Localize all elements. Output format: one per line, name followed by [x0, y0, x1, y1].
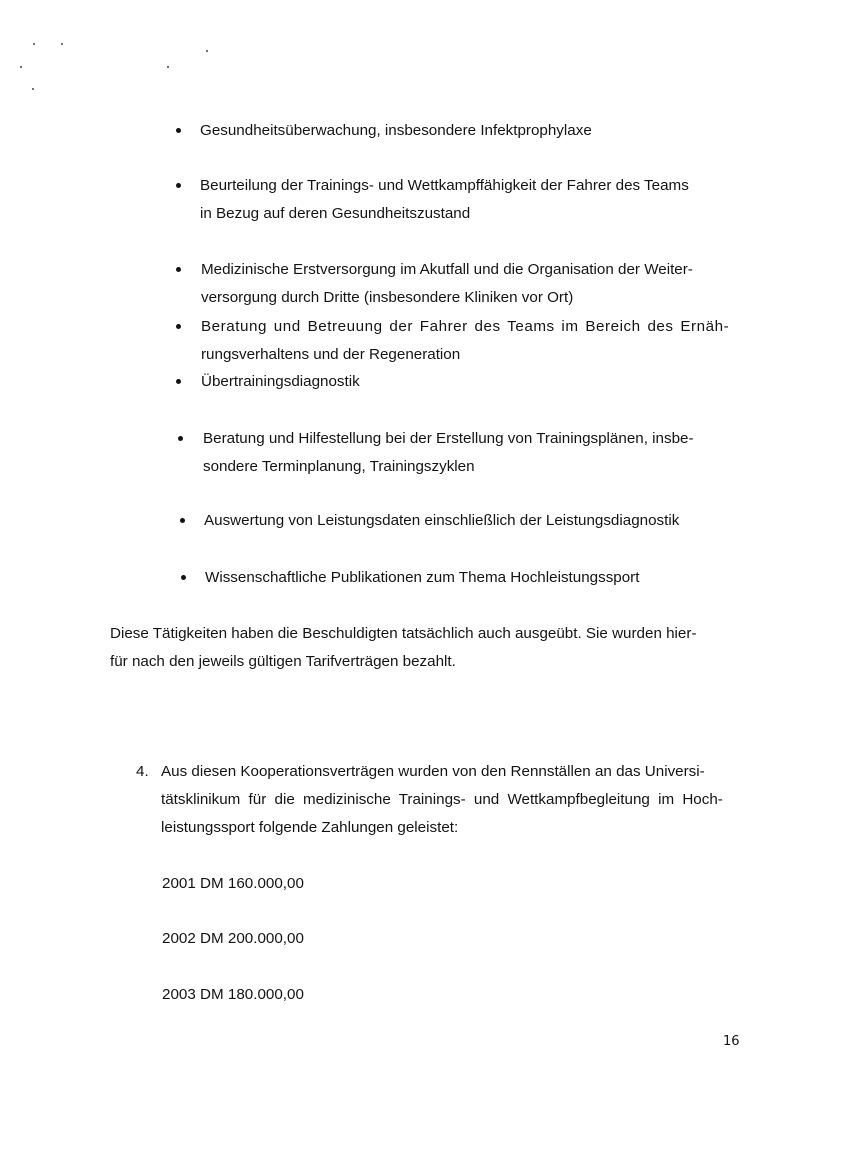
scan-speck	[206, 50, 208, 52]
bullet-icon	[176, 324, 181, 329]
page-number: 16	[723, 1034, 740, 1049]
payment-year: 2002	[162, 930, 196, 947]
payment-row	[162, 986, 304, 1003]
bullet-icon	[181, 575, 186, 580]
paragraph-line: Diese Tätigkeiten haben die Beschuldigten tatsächlich auch ausgeübt. Sie wurden hier-	[110, 625, 697, 642]
payment-year: 2003	[162, 986, 196, 1003]
list-item-text: Beratung und Betreuung der Fahrer des Teams im Bereich des Ernäh-	[201, 318, 730, 335]
bullet-icon	[176, 379, 181, 384]
paragraph-line: leistungssport folgende Zahlungen geleistet:	[161, 819, 459, 836]
scan-speck	[32, 88, 34, 90]
list-item-text: Beurteilung der Trainings- und Wettkampffähigkeit der Fahrer des Teams	[200, 177, 689, 194]
list-item-text: Wissenschaftliche Publikationen zum Thema Hochleistungssport	[205, 569, 640, 586]
payment-currency: DM	[200, 875, 224, 892]
bullet-icon	[176, 267, 181, 272]
bullet-icon	[176, 128, 181, 133]
list-item-text: Auswertung von Leistungsdaten einschließlich der Leistungsdiagnostik	[204, 512, 680, 529]
scan-speck	[167, 66, 169, 68]
scan-speck	[20, 66, 22, 68]
body-paragraph	[110, 620, 740, 676]
list-item-text: Beratung und Hilfestellung bei der Erstellung von Trainingsplänen, insbe-	[203, 430, 694, 447]
numbered-item-text	[161, 758, 741, 842]
payment-year: 2001	[162, 875, 196, 892]
bullet-icon	[176, 183, 181, 188]
payment-currency: DM	[200, 930, 224, 947]
payment-row	[162, 875, 304, 892]
payment-row	[162, 930, 304, 947]
payment-amount: 200.000,00	[227, 930, 304, 947]
item-number: 4.	[136, 763, 149, 780]
list-item-text: in Bezug auf deren Gesundheitszustand	[200, 205, 471, 222]
bullet-icon	[178, 436, 183, 441]
payment-currency: DM	[200, 986, 224, 1003]
list-item-text: rungsverhaltens und der Regeneration	[201, 346, 461, 363]
scan-speck	[61, 43, 63, 45]
list-item-text: Übertrainingsdiagnostik	[201, 373, 360, 390]
payment-amount: 180.000,00	[227, 986, 304, 1003]
list-item-text: Medizinische Erstversorgung im Akutfall und die Organisation der Weiter-	[201, 261, 693, 278]
payment-amount: 160.000,00	[227, 875, 304, 892]
list-item-text: versorgung durch Dritte (insbesondere Kliniken vor Ort)	[201, 289, 574, 306]
paragraph-line: Aus diesen Kooperationsverträgen wurden von den Rennställen an das Universi-	[161, 763, 705, 780]
paragraph-line: tätsklinikum für die medizinische Trainings- und Wettkampfbegleitung im Hoch-	[161, 791, 723, 808]
scan-speck	[33, 43, 35, 45]
paragraph-line: für nach den jeweils gültigen Tarifverträgen bezahlt.	[110, 653, 456, 670]
bullet-icon	[180, 518, 185, 523]
list-item-text: Gesundheitsüberwachung, insbesondere Infektprophylaxe	[200, 122, 592, 139]
list-item-text: sondere Terminplanung, Trainingszyklen	[203, 458, 475, 475]
